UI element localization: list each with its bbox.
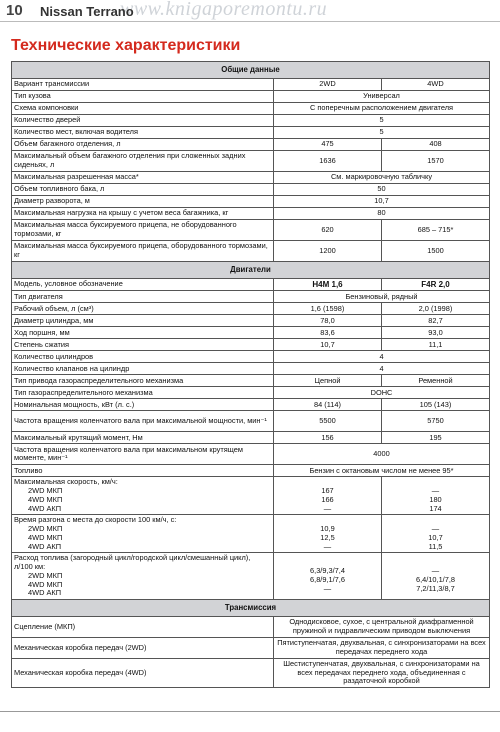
table-row bbox=[12, 127, 490, 139]
row-label: Частота вращения коленчатого вала при максимальном крутящем моменте, мин⁻¹ bbox=[12, 444, 274, 465]
page-header bbox=[0, 0, 500, 22]
group-item-value-col1: 167 bbox=[321, 486, 334, 496]
row-value-col1: 475 bbox=[274, 139, 382, 151]
group-item-label: 4WD МКП bbox=[28, 494, 63, 504]
row-value-col2: 11,1 bbox=[382, 339, 490, 351]
table-row bbox=[12, 411, 490, 432]
group-label: Расход топлива (загородный цикл/городской цикл/смешанный цикл), л/100 км: bbox=[14, 553, 251, 572]
row-value: Пятиступенчатая, двухвальная, с синхронизаторами на всех передачах переднего хода bbox=[274, 637, 490, 658]
table-row bbox=[12, 172, 490, 184]
table-row bbox=[12, 220, 490, 241]
row-value-col2: 1570 bbox=[382, 151, 490, 172]
page-title: Технические характеристики bbox=[11, 37, 241, 54]
row-value-col1: 5500 bbox=[274, 411, 382, 432]
section-transmission-heading: Трансмиссия bbox=[12, 599, 490, 616]
group-values-col2 bbox=[382, 553, 490, 600]
group-item-value-col2: 180 bbox=[429, 494, 442, 504]
table-row bbox=[12, 208, 490, 220]
table-row bbox=[12, 151, 490, 172]
row-label: Сцепление (МКП) bbox=[12, 616, 274, 637]
book-title: Nissan Terrano bbox=[40, 4, 134, 19]
table-row bbox=[12, 616, 490, 637]
table-row bbox=[12, 444, 490, 465]
table-row-group bbox=[12, 553, 490, 600]
row-label: Максимальный объем багажного отделения при сложенных задних сиденьях, л bbox=[12, 151, 274, 172]
group-item-value-col2: 10,7 bbox=[428, 532, 443, 542]
row-label: Степень сжатия bbox=[12, 339, 274, 351]
row-value: С поперечным расположением двигателя bbox=[274, 103, 490, 115]
group-item-label: 4WD МКП bbox=[28, 579, 63, 589]
table-row bbox=[12, 79, 490, 91]
row-label: Диаметр цилиндра, мм bbox=[12, 315, 274, 327]
group-label: Максимальная скорость, км/ч: bbox=[14, 477, 118, 487]
table-row bbox=[12, 375, 490, 387]
row-label: Вариант трансмиссии bbox=[12, 79, 274, 91]
row-value: 4 bbox=[274, 363, 490, 375]
group-label-cell bbox=[12, 553, 274, 600]
row-value: DOHC bbox=[274, 387, 490, 399]
table-row bbox=[12, 291, 490, 303]
row-value: 10,7 bbox=[274, 196, 490, 208]
row-value-col1: 83,6 bbox=[274, 327, 382, 339]
row-value-col2: Ременной bbox=[382, 375, 490, 387]
table-row bbox=[12, 139, 490, 151]
group-values-col1 bbox=[274, 553, 382, 600]
group-item-label: 4WD АКП bbox=[28, 541, 62, 551]
row-label: Количество мест, включая водителя bbox=[12, 127, 274, 139]
group-item-value-col2: — bbox=[431, 566, 440, 576]
group-item-value-col1: — bbox=[323, 583, 332, 593]
group-item-value-col2: — bbox=[431, 486, 440, 496]
group-item-value-col2: 11,5 bbox=[428, 541, 443, 551]
row-value: 5 bbox=[274, 127, 490, 139]
row-value-col2: 408 bbox=[382, 139, 490, 151]
group-label-cell bbox=[12, 477, 274, 515]
group-item-label: 2WD МКП bbox=[28, 486, 63, 496]
table-row-group bbox=[12, 477, 490, 515]
table-row bbox=[12, 91, 490, 103]
row-label: Номинальная мощность, кВт (л. с.) bbox=[12, 399, 274, 411]
row-label: Тип двигателя bbox=[12, 291, 274, 303]
table-row bbox=[12, 103, 490, 115]
row-label: Максимальная масса буксируемого прицепа, не оборудованного тормозами, кг bbox=[12, 220, 274, 241]
row-label: Объем топливного бака, л bbox=[12, 184, 274, 196]
group-item-value-col1: 12,5 bbox=[320, 532, 335, 542]
row-label: Максимальный крутящий момент, Нм bbox=[12, 432, 274, 444]
row-value-col1: 84 (114) bbox=[274, 399, 382, 411]
engine-model-a: H4M 1,6 bbox=[274, 279, 382, 291]
row-label: Рабочий объем, л (см³) bbox=[12, 303, 274, 315]
row-value: 50 bbox=[274, 184, 490, 196]
table-row bbox=[12, 399, 490, 411]
table-row bbox=[12, 387, 490, 399]
group-item-value-col2: 6,4/10,1/7,8 bbox=[415, 575, 456, 585]
row-value: Универсал bbox=[274, 91, 490, 103]
row-value-col2: 5750 bbox=[382, 411, 490, 432]
row-value-col2: 105 (143) bbox=[382, 399, 490, 411]
row-label: Количество цилиндров bbox=[12, 351, 274, 363]
row-value-col2: 93,0 bbox=[382, 327, 490, 339]
group-item-label: 4WD АКП bbox=[28, 588, 62, 598]
group-item-label: 2WD МКП bbox=[28, 524, 63, 534]
row-value: 5 bbox=[274, 115, 490, 127]
group-item-label: 2WD МКП bbox=[28, 570, 63, 580]
row-label: Механическая коробка передач (4WD) bbox=[12, 658, 274, 687]
row-label: Количество дверей bbox=[12, 115, 274, 127]
group-values-col1 bbox=[274, 515, 382, 553]
header-divider bbox=[0, 21, 500, 22]
row-value: Бензин с октановым числом не менее 95* bbox=[274, 465, 490, 477]
engine-model-b: F4R 2,0 bbox=[382, 279, 490, 291]
row-label: Тип кузова bbox=[12, 91, 274, 103]
row-value-col1: Цепной bbox=[274, 375, 382, 387]
group-item-label: 4WD МКП bbox=[28, 532, 63, 542]
row-label: Объем багажного отделения, л bbox=[12, 139, 274, 151]
table-row bbox=[12, 351, 490, 363]
row-value-col2: 685 – 715* bbox=[382, 220, 490, 241]
row-label: Тип привода газораспределительного механизма bbox=[12, 375, 274, 387]
table-row bbox=[12, 465, 490, 477]
row-label: Частота вращения коленчатого вала при максимальной мощности, мин⁻¹ bbox=[12, 411, 274, 432]
group-item-value-col1: 6,8/9,1/7,6 bbox=[310, 575, 345, 585]
row-value: Бензиновый, рядный bbox=[274, 291, 490, 303]
group-label: Время разгона с места до скорости 100 км/ч, с: bbox=[14, 515, 177, 525]
row-value: Однодисковое, сухое, с центральной диафрагменной пружиной и гидравлическим приводом выключения bbox=[274, 616, 490, 637]
group-item-value-col1: 6,3/9,3/7,4 bbox=[310, 566, 345, 576]
row-value-col1: 1636 bbox=[274, 151, 382, 172]
row-label: Ход поршня, мм bbox=[12, 327, 274, 339]
group-item-value-col2: 174 bbox=[429, 503, 442, 513]
row-label: Максимальная нагрузка на крышу с учетом веса багажника, кг bbox=[12, 208, 274, 220]
row-label: Количество клапанов на цилиндр bbox=[12, 363, 274, 375]
row-label: Максимальная масса буксируемого прицепа, оборудованного тормозами, кг bbox=[12, 241, 274, 262]
group-item-value-col1: — bbox=[323, 541, 332, 551]
row-value: Шестиступенчатая, двухвальная, с синхронизаторами на всех передачах переднего хода, объединенная с раздаточной коробкой bbox=[274, 658, 490, 687]
table-row bbox=[12, 637, 490, 658]
page-number: 10 bbox=[6, 2, 23, 19]
table-row bbox=[12, 184, 490, 196]
table-row-group bbox=[12, 515, 490, 553]
group-values-col2 bbox=[382, 477, 490, 515]
group-label-cell bbox=[12, 515, 274, 553]
row-value-col1: 1,6 (1598) bbox=[274, 303, 382, 315]
row-value-col1: 620 bbox=[274, 220, 382, 241]
row-label: Модель, условное обозначение bbox=[12, 279, 274, 291]
row-value-col1: 2WD bbox=[274, 79, 382, 91]
table-row bbox=[12, 115, 490, 127]
row-value-col1: 156 bbox=[274, 432, 382, 444]
group-item-value-col1: 10,9 bbox=[320, 524, 335, 534]
row-label: Механическая коробка передач (2WD) bbox=[12, 637, 274, 658]
row-value-col2: 1500 bbox=[382, 241, 490, 262]
row-value: 4 bbox=[274, 351, 490, 363]
table-row bbox=[12, 363, 490, 375]
group-values-col2 bbox=[382, 515, 490, 553]
row-label: Тип газораспределительного механизма bbox=[12, 387, 274, 399]
group-item-value-col1: 166 bbox=[321, 494, 334, 504]
table-row bbox=[12, 315, 490, 327]
table-row bbox=[12, 241, 490, 262]
table-row bbox=[12, 658, 490, 687]
row-value: См. маркировочную табличку bbox=[274, 172, 490, 184]
row-value-col2: 2,0 (1998) bbox=[382, 303, 490, 315]
group-item-value-col2: 7,2/11,3/8,7 bbox=[416, 583, 455, 593]
section-general-heading: Общие данные bbox=[12, 62, 490, 79]
watermark: www.knigaporemontu.ru bbox=[120, 0, 328, 20]
specs-table bbox=[11, 61, 490, 688]
row-value-col2: 195 bbox=[382, 432, 490, 444]
section-engines-heading: Двигатели bbox=[12, 262, 490, 279]
row-value: 4000 bbox=[274, 444, 490, 465]
footer-divider bbox=[0, 711, 500, 712]
row-value-col2: 82,7 bbox=[382, 315, 490, 327]
table-row bbox=[12, 327, 490, 339]
group-item-value-col1: — bbox=[323, 503, 332, 513]
table-row bbox=[12, 339, 490, 351]
row-label: Топливо bbox=[12, 465, 274, 477]
row-label: Диаметр разворота, м bbox=[12, 196, 274, 208]
row-value-col1: 10,7 bbox=[274, 339, 382, 351]
row-label: Схема компоновки bbox=[12, 103, 274, 115]
row-label: Максимальная разрешенная масса* bbox=[12, 172, 274, 184]
row-value: 80 bbox=[274, 208, 490, 220]
group-item-value-col2: — bbox=[431, 524, 440, 534]
row-value-col1: 1200 bbox=[274, 241, 382, 262]
row-value-col2: 4WD bbox=[382, 79, 490, 91]
table-row bbox=[12, 303, 490, 315]
group-values-col1 bbox=[274, 477, 382, 515]
group-item-label: 4WD АКП bbox=[28, 503, 62, 513]
table-row bbox=[12, 432, 490, 444]
table-row bbox=[12, 196, 490, 208]
row-value-col1: 78,0 bbox=[274, 315, 382, 327]
